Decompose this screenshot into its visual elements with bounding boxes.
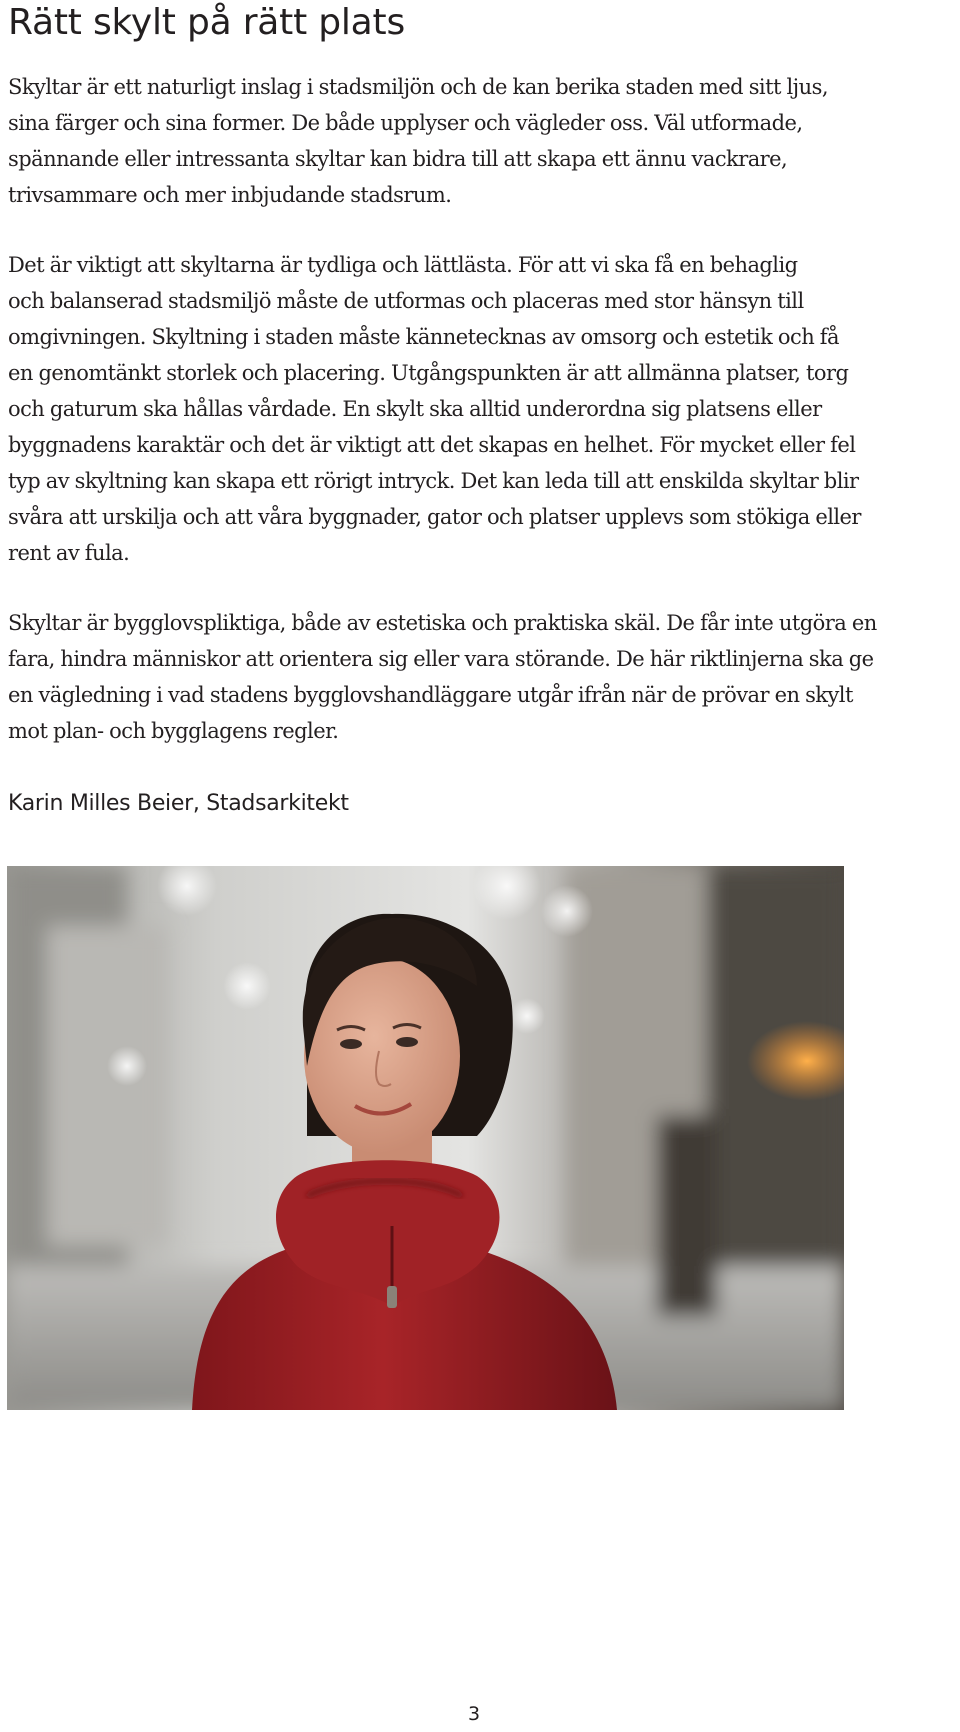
page-number: 3 bbox=[467, 1703, 481, 1725]
text-line: rent av fula. bbox=[8, 541, 130, 565]
text-line: fara, hindra människor att orientera sig eller vara störande. De här riktlinjerna ska ge bbox=[8, 647, 874, 671]
text-line: sina färger och sina former. De både upplyser och vägleder oss. Väl utformade, bbox=[8, 111, 803, 135]
text-line: en genomtänkt storlek och placering. Utgångspunkten är att allmänna platser, torg bbox=[8, 361, 849, 385]
text-line: Det är viktigt att skyltarna är tydliga och lättlästa. För att vi ska få en behaglig bbox=[8, 253, 798, 277]
paragraph bbox=[8, 69, 960, 213]
body-text bbox=[8, 69, 960, 783]
text-line: mot plan- och bygglagens regler. bbox=[8, 719, 339, 743]
text-line: en vägledning i vad stadens bygglovshandläggare utgår ifrån när de prövar en skylt bbox=[8, 683, 853, 707]
text-line: och gaturum ska hållas vårdade. En skylt ska alltid underordna sig platsens eller bbox=[8, 397, 822, 421]
page-title: Rätt skylt på rätt plats bbox=[8, 2, 406, 43]
text-line: Skyltar är bygglovspliktiga, både av estetiska och praktiska skäl. De får inte utgöra en bbox=[8, 611, 877, 635]
text-line: svåra att urskilja och att våra byggnader, gator och platser upplevs som stökiga eller bbox=[8, 505, 861, 529]
signature: Karin Milles Beier, Stadsarkitekt bbox=[8, 791, 349, 816]
text-line: och balanserad stadsmiljö måste de utformas och placeras med stor hänsyn till bbox=[8, 289, 804, 313]
text-line: typ av skyltning kan skapa ett rörigt intryck. Det kan leda till att enskilda skyltar blir bbox=[8, 469, 859, 493]
text-line: Skyltar är ett naturligt inslag i stadsmiljön och de kan berika staden med sitt ljus, bbox=[8, 75, 828, 99]
text-line: omgivningen. Skyltning i staden måste kännetecknas av omsorg och estetik och få bbox=[8, 325, 840, 349]
text-line: spännande eller intressanta skyltar kan bidra till att skapa ett ännu vackrare, bbox=[8, 147, 788, 171]
text-line: trivsammare och mer inbjudande stadsrum. bbox=[8, 183, 452, 207]
portrait-photo bbox=[7, 866, 844, 1410]
paragraph bbox=[8, 605, 960, 749]
paragraph bbox=[8, 247, 960, 571]
text-line: byggnadens karaktär och det är viktigt att det skapas en helhet. För mycket eller fel bbox=[8, 433, 856, 457]
